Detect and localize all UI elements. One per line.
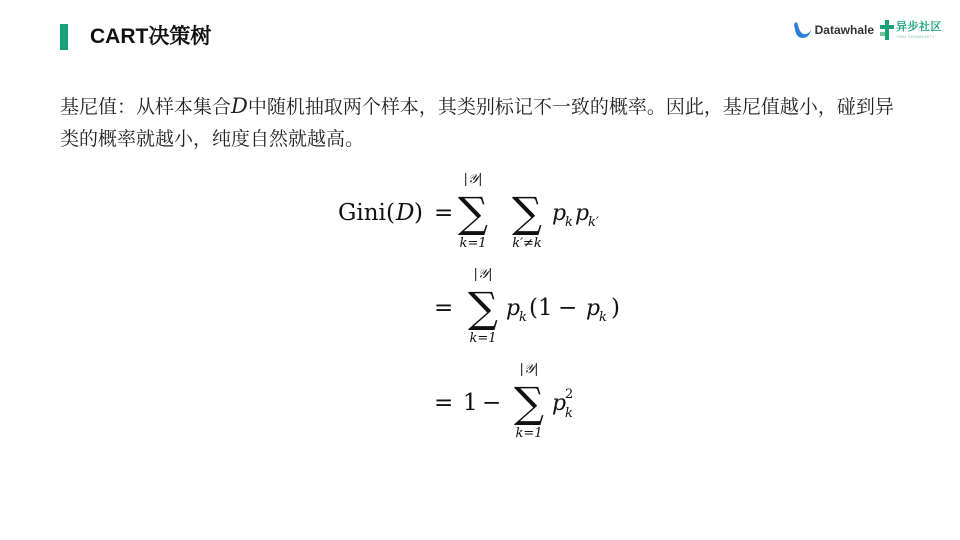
sum-lower-limit-4: k=1: [515, 426, 543, 441]
p-term-1-subscript: k: [565, 215, 573, 230]
p-term-2: p: [575, 201, 590, 226]
yibu-label: 异步社区: [896, 20, 942, 33]
yibu-logo: [880, 20, 942, 40]
lhs-close-paren: ): [414, 200, 423, 226]
yibu-cross-icon: [880, 20, 894, 40]
sum-upper-limit-4: |𝒴|: [519, 362, 539, 377]
datawhale-logo: [792, 21, 874, 39]
sum-symbol-3: ∑: [468, 283, 498, 332]
sum-symbol-4: ∑: [514, 378, 544, 427]
title-accent-bar: [60, 24, 68, 50]
open-paren-2: (: [529, 295, 538, 321]
datawhale-label: Datawhale: [814, 23, 874, 37]
p-term-5-exponent: 2: [565, 387, 574, 402]
gini-function-name: Gini: [338, 200, 386, 226]
sum-upper-limit-3: |𝒴|: [473, 267, 493, 282]
gini-formula: [330, 165, 650, 455]
p-term-5: p: [552, 391, 567, 416]
datawhale-whale-icon: [792, 21, 812, 39]
yibu-sublabel: YIBU COMMUNITY: [896, 33, 936, 39]
minus-sign-3: −: [482, 390, 502, 416]
one-term-3: 1: [463, 390, 478, 416]
p-term-5-subscript: k: [565, 406, 573, 421]
gini-definition-paragraph: [60, 90, 910, 156]
definition-text-start: 基尼值：从样本集合: [60, 97, 232, 118]
p-term-4-subscript: k: [599, 310, 607, 325]
sum-symbol-1: ∑: [458, 188, 488, 237]
close-paren-2: ): [611, 295, 620, 321]
p-term-2-subscript: k′: [588, 215, 599, 230]
minus-sign-2: −: [558, 295, 578, 321]
one-term-2: 1: [538, 295, 553, 321]
sum-symbol-2: ∑: [512, 188, 542, 237]
lhs-variable: D: [396, 200, 415, 226]
sum-lower-limit-1: k=1: [459, 236, 487, 251]
definition-text-end: 中随机抽取两个样本，其类别标记不一致的概率。因此，基尼值越小，碰到异类的概率就越小，纯度自然就越高。: [60, 97, 894, 150]
sum-lower-limit-2: k′≠k: [512, 236, 542, 251]
p-term-4: p: [586, 296, 601, 321]
equals-sign-1: =: [434, 200, 454, 226]
p-term-3-subscript: k: [519, 310, 527, 325]
dataset-variable: D: [231, 94, 248, 118]
p-term-3: p: [506, 296, 521, 321]
slide-title: CART决策树: [90, 25, 212, 48]
yibu-text: [896, 22, 942, 39]
gini-formula-svg: [330, 165, 650, 455]
equals-sign-3: =: [434, 390, 454, 416]
sum-upper-limit-1: |𝒴|: [463, 172, 483, 187]
equals-sign-2: =: [434, 295, 454, 321]
logo-group: [792, 20, 942, 40]
p-term-1: p: [552, 201, 567, 226]
lhs-open-paren: (: [386, 200, 395, 226]
sum-lower-limit-3: k=1: [469, 331, 497, 346]
